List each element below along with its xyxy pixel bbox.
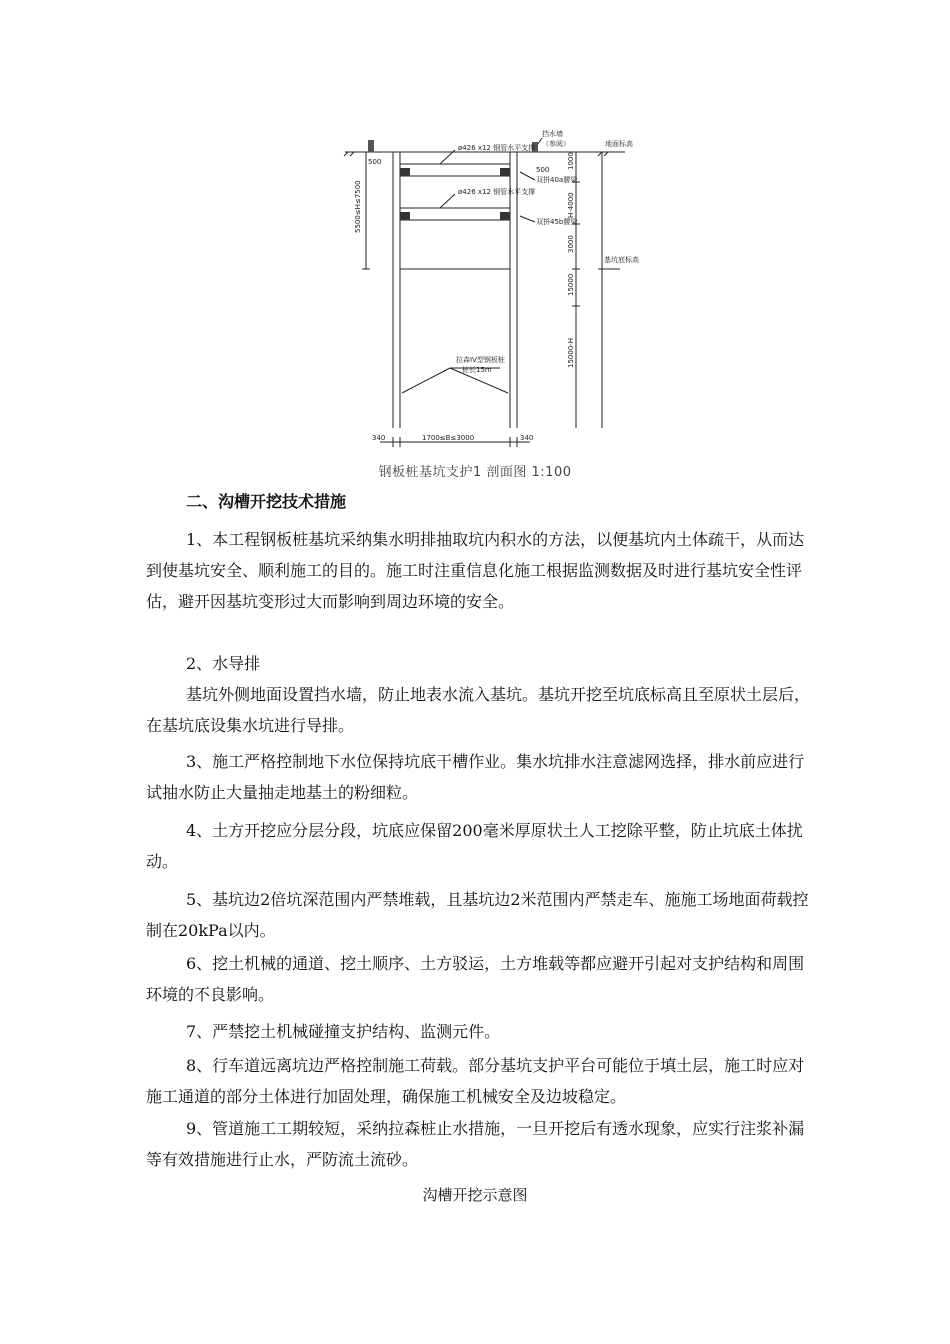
dim-500-mid: 500 (536, 166, 550, 174)
section-drawing (330, 128, 639, 483)
waler-label-1: 双拼40a腰梁 (536, 176, 578, 184)
strut-label-2: ø426 x12 钢管水平支撑 (458, 188, 536, 196)
dim-right-3: 3000 (567, 235, 575, 253)
paragraph-7: 6、挖土机械的通道、挖土顺序、土方驳运，土方堆载等都应避开引起对支护结构和周围环境的不良影响。 (146, 954, 805, 1004)
dim-right-2: H-4000 (567, 192, 575, 218)
paragraph-2: 2、水导排 (186, 654, 261, 673)
dim-right-1: 1000 (567, 152, 575, 170)
water-wall-label: 挡水墙 (542, 130, 563, 138)
ground-level-label: 地面标高 (605, 140, 633, 148)
paragraph-3: 基坑外侧地面设置挡水墙，防止地表水流入基坑。基坑开挖至坑底标高且至原状土层后，在基坑底设集水坑进行导排。 (146, 685, 811, 735)
pile-label-2: 桩长15m (462, 366, 492, 374)
dim-bottom-mid: 1700≤B≤3000 (422, 434, 475, 442)
dim-bottom-right: 340 (520, 434, 534, 442)
pit-bottom-label: 基坑底标高 (604, 256, 639, 264)
dim-500-top: 500 (368, 158, 382, 166)
paragraph-10: 9、管道施工工期较短，采纳拉森桩止水措施，一旦开挖后有透水现象，应实行注浆补漏等有效措施进行止水，严防流土流砂。 (146, 1119, 805, 1169)
paragraph-8: 7、严禁挖土机械碰撞支护结构、监测元件。 (186, 1022, 501, 1041)
section-heading: 二、沟槽开挖技术措施 (186, 492, 347, 511)
dim-left-height: 5500≤H≤7500 (354, 180, 362, 233)
strut-label-1: ø426 x12 钢管水平支撑 (458, 144, 536, 152)
paragraph-5: 4、土方开挖应分层分段，坑底应保留200毫米厚原状土人工挖除平整，防止坑底土体扰动。 (146, 821, 803, 871)
paragraph-6: 5、基坑边2倍坑深范围内严禁堆载，且基坑边2米范围内严禁走车、施施工场地面荷载控制在20kPa以内。 (146, 890, 809, 940)
water-wall-sub: （参阅） (542, 140, 570, 148)
bottom-caption: 沟槽开挖示意图 (422, 1186, 528, 1204)
dim-bottom-left: 340 (372, 434, 386, 442)
waler-label-2: 双拼45b腰梁 (536, 218, 578, 226)
figure-caption: 钢板桩基坑支护1 剖面图 1:100 (378, 465, 572, 480)
paragraph-4: 3、施工严格控制地下水位保持坑底干槽作业。集水坑排水注意滤网选择，排水前应进行试抽水防止大量抽走地基土的粉细粒。 (146, 752, 805, 802)
paragraph-1: 1、本工程钢板桩基坑采纳集水明排抽取坑内积水的方法，以便基坑内土体疏干，从而达到使基坑安全、顺利施工的目的。施工时注重信息化施工根据监测数据及时进行基坑安全性评估，避开因基坑变形过大而影响到周边环境的安全。 (146, 530, 805, 611)
pile-label-1: 拉森IV型钢板桩 (456, 356, 505, 364)
dim-right-4: 15000 (567, 273, 575, 296)
dim-right-5: 15000-H (567, 337, 575, 368)
paragraph-9: 8、行车道远离坑边严格控制施工荷载。部分基坑支护平台可能位于填土层，施工时应对施工通道的部分土体进行加固处理，确保施工机械安全及边坡稳定。 (146, 1056, 805, 1106)
